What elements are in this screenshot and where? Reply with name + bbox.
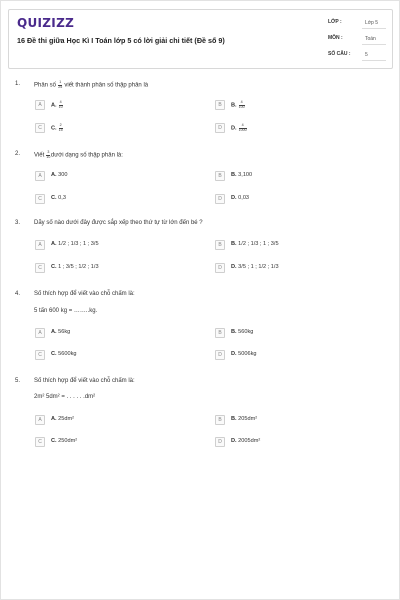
option-text: D. 2005dm² [231,438,261,444]
option-letter: B [215,415,225,425]
option-text: A. 1/2 ; 1/3 ; 1 ; 3/5 [51,241,99,247]
option-text: D. 5006kg [231,351,257,357]
option-text: D. 0,03 [231,195,250,201]
option-text: D. $\frac{4}{1000}$ [231,123,247,132]
option-letter: C [35,194,45,204]
option-text: A. 25dm² [51,416,75,422]
option-letter: B [215,240,225,250]
worksheet-header [8,9,393,69]
option-letter: B [215,328,225,338]
option-text: C. 1 ; 3/5 ; 1/2 ; 1/3 [51,264,99,270]
option-letter: A [35,415,45,425]
option-letter: D [215,123,225,133]
meta-row-count [328,49,386,65]
option-text: B. 3,100 [231,172,253,178]
question-text: Phân số $\frac{1}{25}$ viết thành phân số thập phân là [34,80,149,89]
question-text: Số thích hợp để viết vào chỗ chấm là: [34,291,135,297]
meta-value: 5 [362,50,386,61]
option-text: B. 1/2 ; 1/3 ; 1 ; 3/5 [231,241,279,247]
question-text: Dãy số nào dưới đây được sắp xếp theo thứ tự từ lớn đến bé ? [34,220,203,226]
option-letter: A [35,240,45,250]
question-number: 5. [15,378,21,384]
meta-value: Lớp 5 [362,18,386,29]
option-letter: B [215,171,225,181]
option-text: C. 0,3 [51,195,66,201]
option-letter: D [215,437,225,447]
question-sub-text: 5 tấn 600 kg = ……..kg. [34,308,98,314]
option-letter: D [215,350,225,360]
question-number: 1. [15,81,21,87]
option-letter: C [35,350,45,360]
question-number: 3. [15,220,21,226]
question-number: 2. [15,151,21,157]
option-text: A. $\frac{4}{10}$ [51,100,63,109]
option-text: B. $\frac{4}{100}$ [231,100,245,109]
option-text: C. 5600kg [51,351,77,357]
option-letter: B [215,100,225,110]
question-number: 4. [15,291,21,297]
option-text: B. 560kg [231,329,254,335]
page-title: 16 Đề thi giữa Học Kì I Toán lớp 5 có lời giải chi tiết (Đề số 9) [17,36,225,45]
option-letter: A [35,328,45,338]
meta-row-class [328,17,386,33]
fraction: $\frac{1}{25}$ [58,80,63,89]
question-text: Viết $\frac{3}{10}$ dưới dạng số thập phân là: [34,150,123,159]
option-letter: C [35,437,45,447]
meta-label: SỐ CÂU : [328,51,351,57]
option-text: D. 3/5 ; 1 ; 1/2 ; 1/3 [231,264,279,270]
option-text: C. $\frac{2}{15}$ [51,123,63,132]
meta-row-subject [328,33,386,49]
option-text: C. 250dm² [51,438,78,444]
question-sub-text: 2m² 5dm² = . . . . . .dm² [34,394,96,400]
option-text: B. 205dm² [231,416,258,422]
quizizz-logo: QUIZIZZ [17,16,75,30]
option-text: A. 300 [51,172,68,178]
option-letter: D [215,194,225,204]
option-letter: A [35,171,45,181]
meta-label: MÔN : [328,35,343,41]
option-letter: C [35,123,45,133]
meta-panel [328,17,386,65]
option-letter: C [35,263,45,273]
question-text: Số thích hợp để viết vào chỗ chấm là: [34,378,135,384]
meta-value: Toán [362,34,386,45]
option-letter: D [215,263,225,273]
option-text: A. 56kg [51,329,71,335]
fraction: $\frac{3}{10}$ [46,150,51,159]
option-letter: A [35,100,45,110]
meta-label: LỚP : [328,19,342,25]
